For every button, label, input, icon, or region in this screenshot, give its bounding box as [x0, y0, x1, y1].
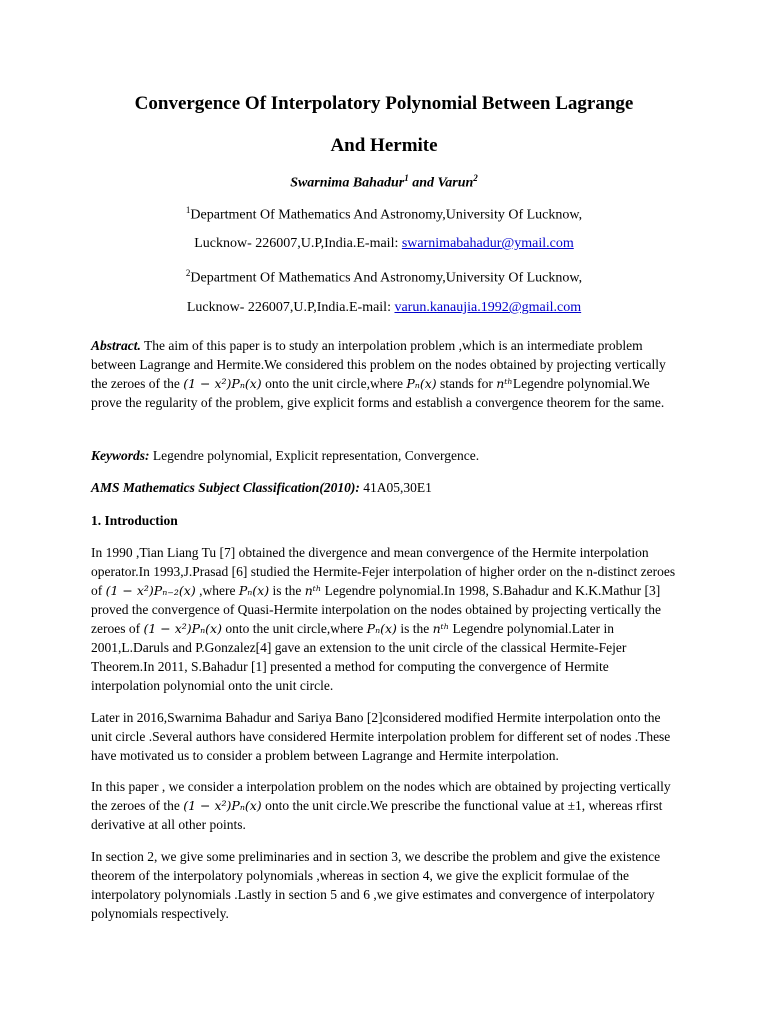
author-2: Varun	[437, 175, 474, 191]
intro1-math-1: (1 − x²)Pₙ₋₂(x)	[105, 583, 196, 598]
abstract-paragraph	[91, 336, 681, 412]
affiliation-2-dept: Department Of Mathematics And Astronomy,University Of Lucknow,	[190, 270, 583, 286]
affiliation-1-line2	[0, 236, 768, 252]
author-line	[0, 173, 768, 192]
intro-paragraph-3	[91, 777, 681, 834]
ams-classification-line	[91, 478, 681, 497]
intro1-text-3: is the	[269, 583, 305, 598]
ams-text: 41A05,30E1	[359, 480, 432, 495]
intro1-text-6: is the	[396, 621, 433, 636]
affiliation-1-address: Lucknow- 226007,U.P,India.E-mail:	[194, 236, 402, 251]
intro3-text-1: In this paper , we consider a interpolation problem on the nodes which are obtained by projecting vertically the zeroes of the	[91, 779, 671, 813]
intro1-text-4: Legendre polynomial.In 1998, S.Bahadur and K.K.Mathur [3] proved the convergence of Quasi-Hermite interpolation on the nodes obtained by projecting vertically the zeroes of	[91, 583, 661, 636]
author-2-sup: 2	[473, 173, 478, 183]
intro1-text-1: In 1990 ,Tian Liang Tu [7] obtained the divergence and mean convergence of the Hermite interpolation operator.In 1993,J.Prasad [6] studied the Hermite-Fejer interpolation of higher order on the n-distinct zeroes of	[91, 545, 676, 598]
abstract-text-2: onto the unit circle,where	[261, 376, 407, 391]
affiliation-2-email-link[interactable]: varun.kanaujia.1992@gmail.com	[394, 300, 582, 315]
intro3-text-2: onto the unit circle.We prescribe the functional value at ±1, whereas rfirst derivative at all other points.	[91, 798, 663, 832]
author-1: Swarnima Bahadur	[290, 175, 405, 191]
intro1-math-4: (1 − x²)Pₙ(x)	[143, 621, 222, 636]
intro-paragraph-4: In section 2, we give some preliminaries and in section 3, we describe the problem and give the existence theorem of the interpolatory polynomials ,whereas in section 4, we give the explicit formulae of the interpolatory polynomials .Lastly in section 5 and 6 ,we give estimates and convergence of interpolatory polynomials respectively.	[91, 849, 661, 921]
keywords-label: Keywords:	[91, 448, 150, 463]
ams-label: AMS Mathematics Subject Classification(2010):	[91, 480, 360, 495]
paper-title-line2: And Hermite	[330, 135, 438, 156]
section-heading-introduction: 1. Introduction	[91, 513, 178, 528]
keywords-line	[91, 446, 681, 465]
affiliation-1-sup: 1	[185, 205, 191, 215]
abstract-text-1: The aim of this paper is to study an interpolation problem ,which is an intermediate problem between Lagrange and Hermite.We considered this problem on the nodes obtained by projecting vertically the zeroes of the	[91, 338, 666, 391]
affiliation-2-sup: 2	[185, 268, 191, 278]
intro1-text-2: ,where	[195, 583, 239, 598]
intro3-math-1: (1 − x²)Pₙ(x)	[183, 798, 262, 813]
affiliation-2-line1	[0, 268, 768, 287]
abstract-math-2: Pₙ(x)	[406, 376, 437, 391]
affiliation-2-line2	[0, 300, 768, 316]
affiliation-2-address: Lucknow- 226007,U.P,India.E-mail:	[186, 300, 395, 315]
intro1-math-5: Pₙ(x)	[366, 621, 397, 636]
keywords-text: Legendre polynomial, Explicit representation, Convergence.	[149, 448, 480, 463]
abstract-text-3: stands for	[436, 376, 497, 391]
abstract-text-4: Legendre polynomial.We prove the regularity of the problem, give explicit forms and establish a convergence theorem for the same.	[91, 376, 665, 410]
intro1-math-2: Pₙ(x)	[238, 583, 270, 598]
intro1-text-7: Legendre polynomial.Later in 2001,L.Daruls and P.Gonzalez[4] gave an extension to the unit circle of the classical Hermite-Fejer Theorem.In 2011, S.Bahadur [1] presented a method for computing the convergence of Hermite interpolation polynomial onto the unit circle.	[91, 621, 627, 693]
intro-paragraph-1	[91, 543, 681, 695]
affiliation-1-email-link[interactable]: swarnimabahadur@ymail.com	[401, 236, 574, 251]
intro1-math-3: nᵗʰ	[304, 583, 322, 598]
affiliation-1-dept: Department Of Mathematics And Astronomy,University Of Lucknow,	[190, 207, 583, 223]
intro-paragraph-2: Later in 2016,Swarnima Bahadur and Sariya Bano [2]considered modified Hermite interpolation onto the unit circle .Several authors have considered Hermite interpolation problem for different set of nodes .These have motivated us to consider a problem between Lagrange and Hermite interpolation.	[91, 710, 671, 763]
author-and: and	[408, 175, 438, 191]
intro1-text-5: onto the unit circle,where	[221, 621, 367, 636]
intro1-math-6: nᵗʰ	[432, 621, 450, 636]
affiliation-1-line1	[0, 205, 768, 224]
paper-title-line1: Convergence Of Interpolatory Polynomial Between Lagrange	[134, 93, 634, 114]
abstract-label: Abstract.	[91, 338, 141, 353]
abstract-math-3: nᵗʰ	[496, 376, 513, 391]
author-1-sup: 1	[404, 173, 409, 183]
abstract-math-1: (1 − x²)Pₙ(x)	[183, 376, 262, 391]
